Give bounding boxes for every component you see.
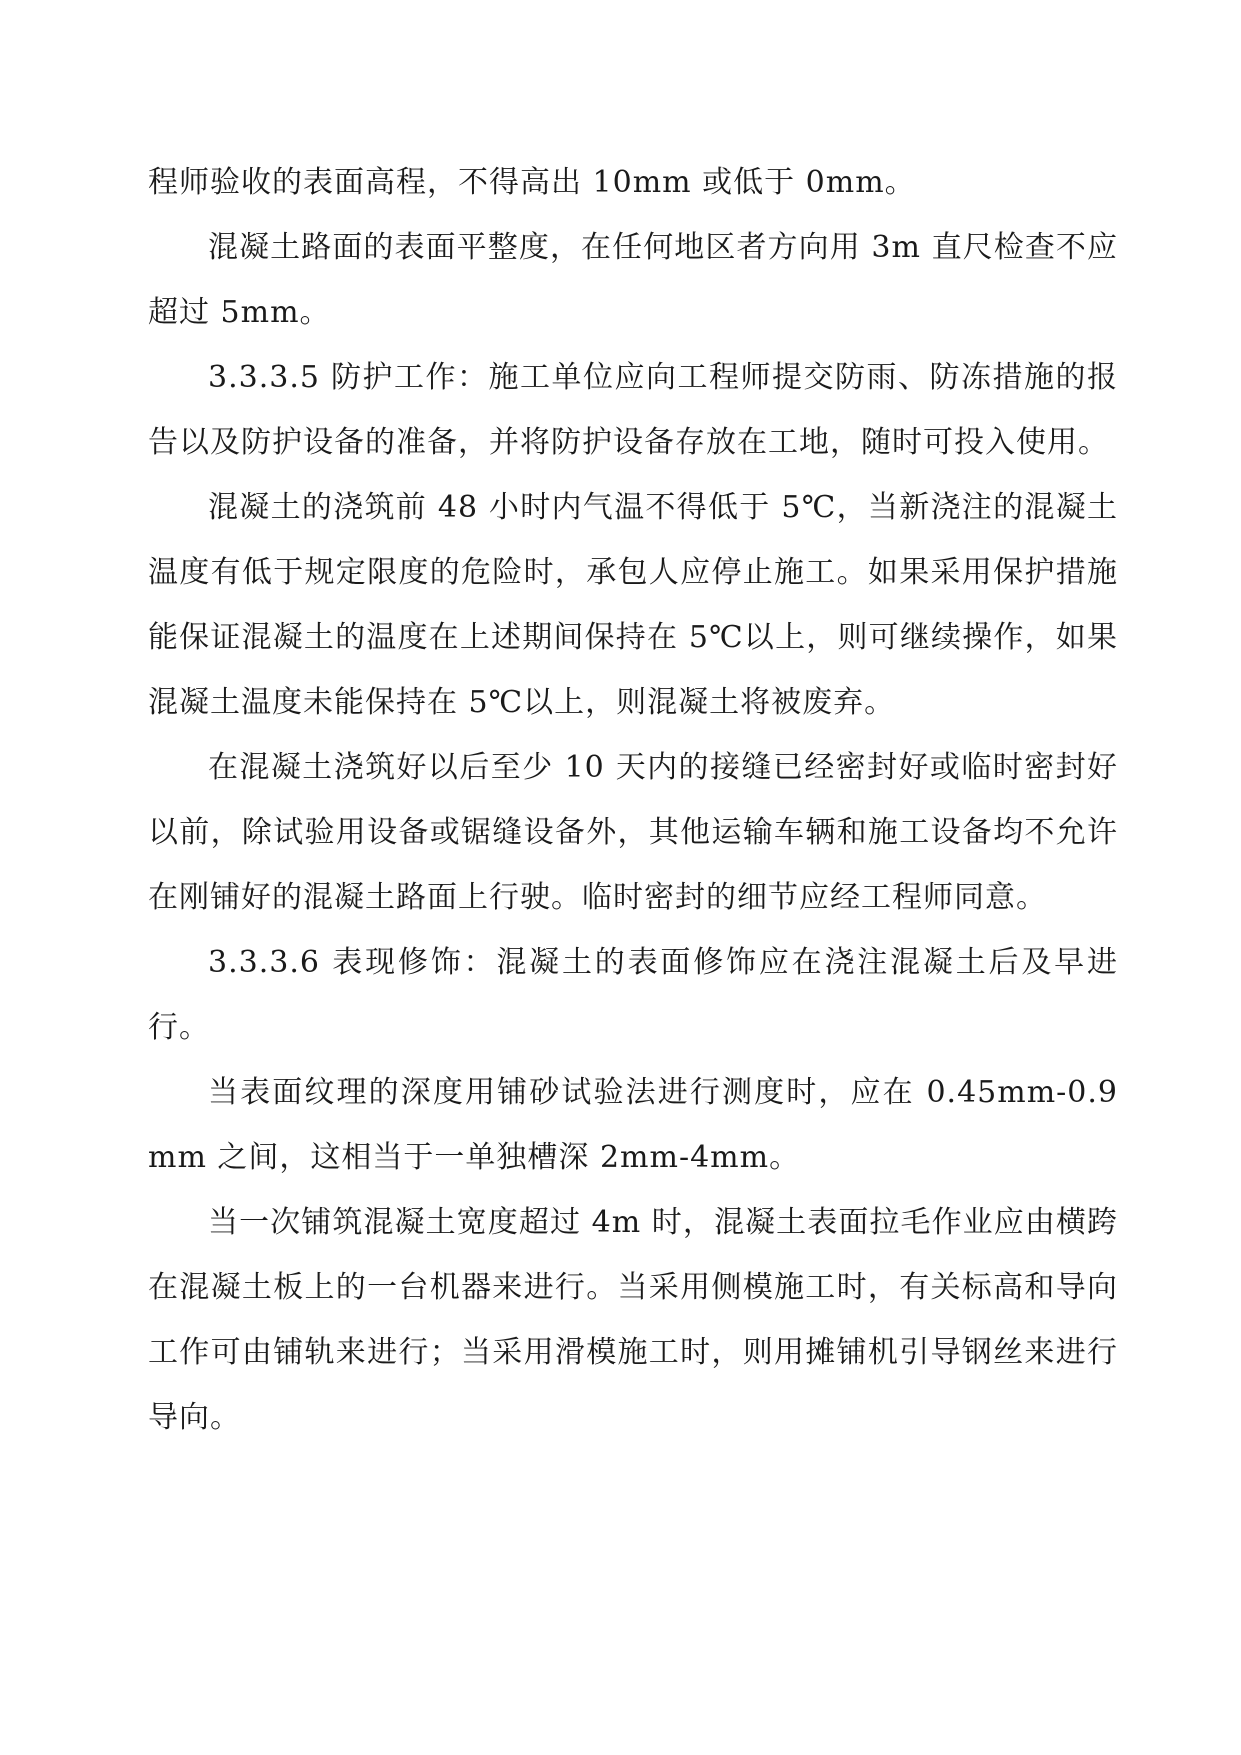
paragraph-temperature-requirement: 混凝土的浇筑前 48 小时内气温不得低于 5℃，当新浇注的混凝土温度有低于规定限度的危险时，承包人应停止施工。如果采用保护措施能保证混凝土的温度在上述期间保持在 5℃以上，则可继续操作，如果混凝土温度未能保持在 5℃以上，则混凝土将被废弃。 — [148, 490, 1118, 720]
paragraph-texture-depth: 当表面纹理的深度用铺砂试验法进行测度时，应在 0.45mm-0.9mm 之间，这相当于一单独槽深 2mm-4mm。 — [148, 1075, 1118, 1175]
paragraph-elevation-tolerance: 程师验收的表面高程，不得高出 10mm 或低于 0mm。 — [148, 165, 916, 200]
paragraph-joint-sealing: 在混凝土浇筑好以后至少 10 天内的接缝已经密封好或临时密封好以前，除试验用设备或锯缝设备外，其他运输车辆和施工设备均不允许在刚铺好的混凝土路面上行驶。临时密封的细节应经工程师同意。 — [148, 750, 1118, 915]
document-body — [148, 150, 1118, 1450]
paragraph-texturing-machine: 当一次铺筑混凝土宽度超过 4m 时，混凝土表面拉毛作业应由横跨在混凝土板上的一台机器来进行。当采用侧模施工时，有关标高和导向工作可由铺轨来进行；当采用滑模施工时，则用摊铺机引导钢丝来进行导向。 — [148, 1205, 1118, 1435]
paragraph-surface-finishing: 3.3.3.6 表现修饰：混凝土的表面修饰应在浇注混凝土后及早进行。 — [148, 945, 1118, 1045]
paragraph-surface-flatness: 混凝土路面的表面平整度，在任何地区者方向用 3m 直尺检查不应超过 5mm。 — [148, 230, 1118, 330]
paragraph-protection-work: 3.3.3.5 防护工作：施工单位应向工程师提交防雨、防冻措施的报告以及防护设备的准备，并将防护设备存放在工地，随时可投入使用。 — [148, 360, 1118, 460]
